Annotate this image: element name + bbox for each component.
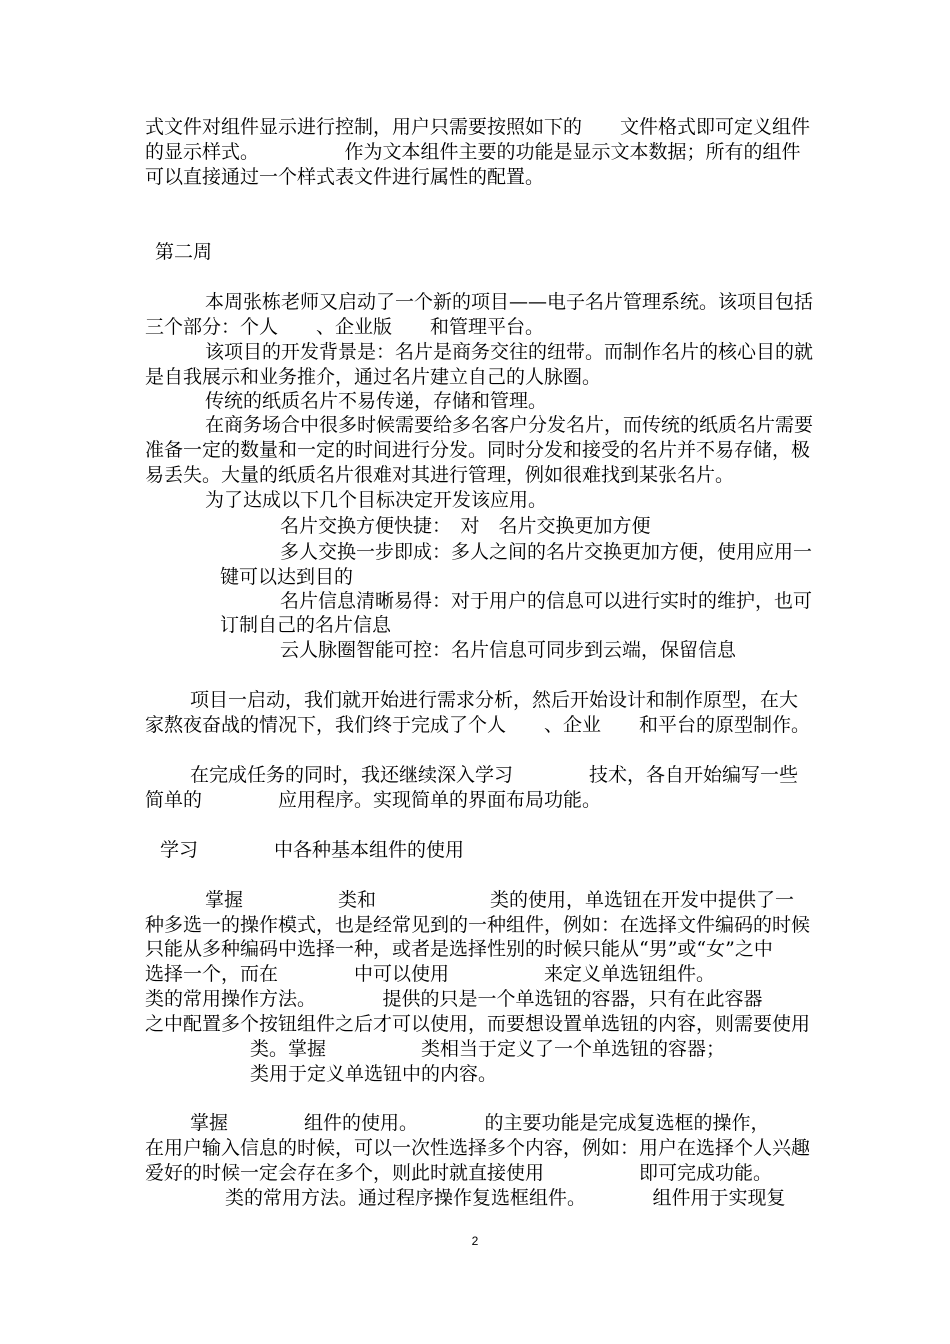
- text-line: 在用户输入信息的时候，可以一次性选择多个内容，例如：用户在选择个人兴趣: [145, 1137, 811, 1159]
- text-line: 选择一个，而在 中可以使用 来定义单选钮组件。: [145, 963, 716, 985]
- text-line: 只能从多种编码中选择一种，或者是选择性别的时候只能从“男”或“女”之中: [145, 938, 773, 960]
- text-line: 爱好的时候一定会存在多个，则此时就直接使用 即可完成功能。: [145, 1162, 773, 1184]
- text-line: 为了达成以下几个目标决定开发该应用。: [205, 489, 548, 511]
- text-line: 可以直接通过一个样式表文件进行属性的配置。: [145, 166, 545, 188]
- text-line: 传统的纸质名片不易传递，存储和管理。: [205, 390, 548, 412]
- text-line: 类用于定义单选钮中的内容。: [250, 1063, 498, 1085]
- text-line: 的显示样式。 作为文本组件主要的功能是显示文本数据；所有的组件: [145, 141, 801, 163]
- section-heading: 第二周: [155, 241, 213, 263]
- goal-item-continuation: 键可以达到目的: [220, 566, 354, 588]
- text-line: 三个部分：个人 、企业版 和管理平台。: [145, 316, 545, 338]
- goal-item-continuation: 订制自己的名片信息: [220, 614, 392, 636]
- text-line: 项目一启动，我们就开始进行需求分析，然后开始设计和制作原型，在大: [190, 689, 799, 711]
- text-line: 在完成任务的同时，我还继续深入学习 技术，各自开始编写一些: [190, 764, 799, 786]
- text-line: 掌握 类和 类的使用，单选钮在开发中提供了一: [205, 889, 795, 911]
- page-number: 2: [471, 1234, 479, 1248]
- goal-item: 多人交换一步即成：多人之间的名片交换更加方便，使用应用一: [280, 541, 813, 563]
- text-line: 该项目的开发背景是：名片是商务交往的纽带。而制作名片的核心目的就: [205, 341, 814, 363]
- text-line: 是自我展示和业务推介，通过名片建立自己的人脉圈。: [145, 366, 602, 388]
- text-line: 类的常用操作方法。 提供的只是一个单选钮的容器，只有在此容器: [145, 988, 763, 1010]
- text-line: 种多选一的操作模式，也是经常见到的一种组件，例如：在选择文件编码的时候: [145, 914, 811, 936]
- text-line: 准备一定的数量和一定的时间进行分发。同时分发和接受的名片并不易存储，极: [145, 439, 811, 461]
- text-line: 易丢失。大量的纸质名片很难对其进行管理，例如很难找到某张名片。: [145, 464, 735, 486]
- text-line: 类的常用方法。通过程序操作复选框组件。 组件用于实现复: [225, 1187, 786, 1209]
- text-line: 式文件对组件显示进行控制，用户只需要按照如下的 文件格式即可定义组件: [145, 116, 811, 138]
- text-line: 简单的 应用程序。实现简单的界面布局功能。: [145, 789, 602, 811]
- text-line: 本周张栋老师又启动了一个新的项目——电子名片管理系统。该项目包括: [205, 291, 814, 313]
- text-line: 家熬夜奋战的情况下，我们终于完成了个人 、企业 和平台的原型制作。: [145, 714, 811, 736]
- goal-item: 名片交换方便快捷： 对 名片交换更加方便: [280, 515, 651, 537]
- text-line: 类。掌握 类相当于定义了一个单选钮的容器；: [250, 1038, 726, 1060]
- text-line: 之中配置多个按钮组件之后才可以使用，而要想设置单选钮的内容，则需要使用: [145, 1013, 811, 1035]
- text-line: 掌握 组件的使用。 的主要功能是完成复选框的操作，: [190, 1112, 770, 1134]
- section-heading: 学习 中各种基本组件的使用: [160, 839, 465, 861]
- goal-item: 名片信息清晰易得：对于用户的信息可以进行实时的维护，也可: [280, 590, 813, 612]
- goal-item: 云人脉圈智能可控：名片信息可同步到云端，保留信息: [280, 639, 737, 661]
- text-line: 在商务场合中很多时候需要给多名客户分发名片，而传统的纸质名片需要: [205, 414, 814, 436]
